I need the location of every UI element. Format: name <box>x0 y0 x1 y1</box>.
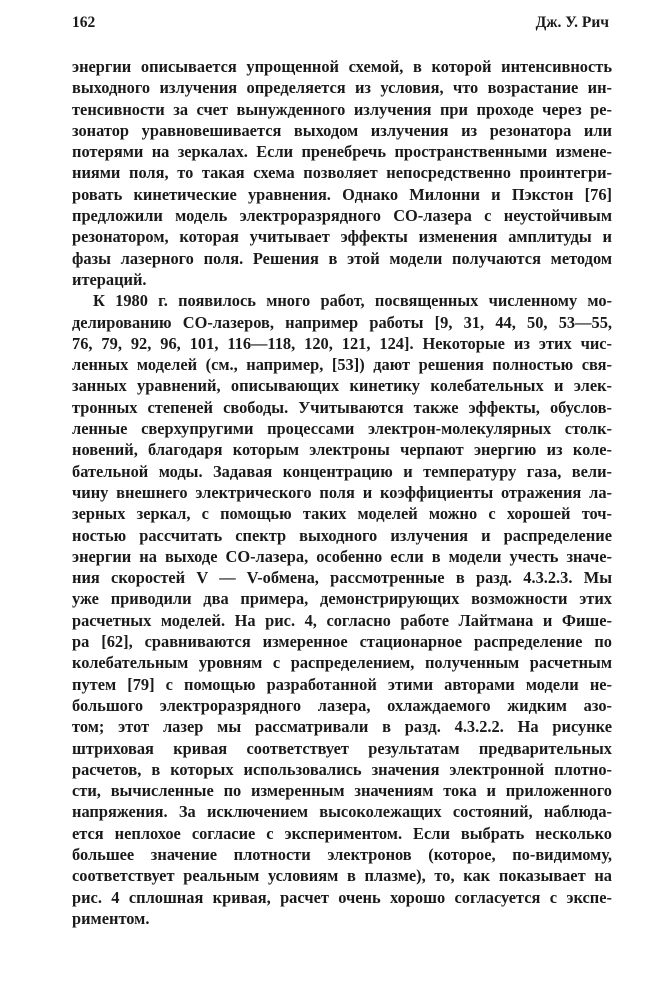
text-line: ния скоростей V — V-обмена, рассмотренные в разд. 4.3.2.3. Мы <box>72 568 612 588</box>
text-line: ностью рассчитать спектр выходного излучения и распределение <box>72 525 612 545</box>
text-line: ется неплохое согласие с экспериментом. Если выбрать несколько <box>72 823 612 843</box>
text-line: предложили модель электроразрядного СО-лазера с неустойчивым <box>72 206 612 226</box>
text-line: энергии на выходе СО-лазера, особенно если в модели учесть значе- <box>72 546 612 566</box>
text-line: ниями поля, то такая схема позволяет непосредственно проинтегри- <box>72 163 612 183</box>
text-line: тронных степеней свободы. Учитываются также эффекты, обуслов- <box>72 397 612 417</box>
text-line: 76, 79, 92, 96, 101, 116—118, 120, 121, 124]. Некоторые из этих чис- <box>72 333 612 353</box>
text-line: выходного излучения определяется из условия, что возрастание ин- <box>72 78 612 98</box>
text-line: том; этот лазер мы рассматривали в разд. 4.3.2.2. На рисунке <box>72 717 612 737</box>
text-line: ровать кинетические уравнения. Однако Милонни и Пэкстон [76] <box>72 184 612 204</box>
text-line: бательной моды. Задавая концентрацию и температуру газа, вели- <box>72 461 612 481</box>
text-line: чину внешнего электрического поля и коэффициенты отражения ла- <box>72 482 612 502</box>
text-line: сти, вычисленные по измеренным значениям тока и приложенного <box>72 781 612 801</box>
text-line: зонатор уравновешивается выходом излучения из резонатора или <box>72 120 612 140</box>
text-line: делированию СО-лазеров, например работы [9, 31, 44, 50, 53—55, <box>72 312 612 332</box>
text-line: потерями на зеркалах. Если пренебречь пространственными измене- <box>72 142 612 162</box>
text-line: колебательным уровням с распределением, полученным расчетным <box>72 653 612 673</box>
text-line: тенсивности за счет вынужденного излучения при проходе через ре- <box>72 99 612 119</box>
running-head: Дж. У. Рич <box>535 14 609 31</box>
paragraph <box>72 290 612 929</box>
text-line: зерных зеркал, с помощью таких моделей можно с хорошей точ- <box>72 504 612 524</box>
text-line: соответствует реальным условиям в плазме), то, как показывает на <box>72 866 612 886</box>
paragraph <box>72 56 612 290</box>
text-line: уже приводили два примера, демонстрирующих возможности этих <box>72 589 612 609</box>
text-line: напряжения. За исключением высоколежащих состояний, наблюда- <box>72 802 612 822</box>
page-header <box>72 14 609 38</box>
text-line: расчетов, в которых использовались значения электронной плотно- <box>72 759 612 779</box>
text-line: резонатором, которая учитывает эффекты изменения амплитуды и <box>72 227 612 247</box>
text-line: штриховая кривая соответствует результатам предварительных <box>72 738 612 758</box>
text-line: большого электроразрядного лазера, охлаждаемого жидким азо- <box>72 695 612 715</box>
text-line: занных уравнений, описывающих кинетику колебательных и элек- <box>72 376 612 396</box>
page-number: 162 <box>72 14 96 31</box>
text-line: новений, благодаря которым электроны черпают энергию из коле- <box>72 440 612 460</box>
text-line: ленных моделей (см., например, [53]) дают решения полностью свя- <box>72 355 612 375</box>
text-line: энергии описывается упрощенной схемой, в которой интенсивность <box>72 57 612 76</box>
text-line: ра [62], сравниваются измеренное стационарное распределение по <box>72 632 612 652</box>
text-line: риментом. <box>72 908 150 928</box>
text-line: большее значение плотности электронов (которое, по-видимому, <box>72 844 612 864</box>
text-line: рис. 4 сплошная кривая, расчет очень хорошо согласуется с экспе- <box>72 887 612 907</box>
text-line: К 1980 г. появилось много работ, посвященных численному мо- <box>93 291 612 311</box>
body-text <box>72 56 612 929</box>
text-line: итераций. <box>72 269 147 289</box>
text-line: ленные сверхупругими процессами электрон-молекулярных столк- <box>72 419 612 439</box>
text-line: фазы лазерного поля. Решения в этой модели получаются методом <box>72 248 612 268</box>
text-line: расчетных моделей. На рис. 4, согласно работе Лайтмана и Фише- <box>72 610 612 630</box>
text-line: путем [79] с помощью разработанной этими авторами модели не- <box>72 674 612 694</box>
